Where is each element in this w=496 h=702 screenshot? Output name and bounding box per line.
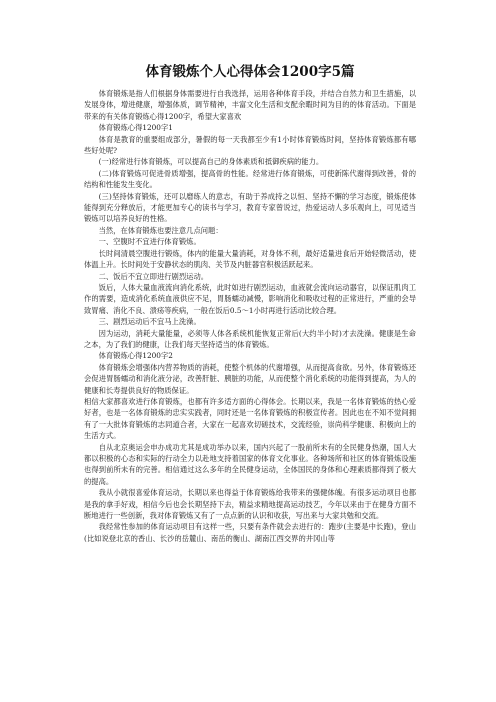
document-title: 体育锻炼个人心得体会1200字5篇 xyxy=(145,64,355,80)
paragraph: 体育是教育的重要组成部分，暑假的每一天我都至少有1小时体育锻炼时间，坚持体育锻炼都有哪些好处呢? xyxy=(84,134,416,156)
paragraph: 体育锻炼会增强体内营养物质的消耗，使整个机体的代谢增强，从而提高食欲。另外，体育锻炼还会促进胃肠蠕动和消化液分泌，改善肝脏、胰脏的功能，从而使整个消化系统的功能得到提高，为人的健康和长寿提供良好的物质保证。 xyxy=(84,362,416,395)
paragraph: 体育锻炼心得1200字2 xyxy=(98,351,173,361)
paragraph: 当然，在体育锻炼也要注意几点问题： xyxy=(98,225,223,235)
paragraph: 体育锻炼心得1200字1 xyxy=(98,123,173,133)
paragraph: 体育锻炼是指人们根据身体需要进行自我选择，运用各种体育手段，并结合自然力和卫生措施，以发展身体，增进健康，增强体质，调节精神，丰富文化生活和支配余暇时间为目的的体育活动。下面是带来的有关体育锻炼心得1200字，希望大家喜欢 xyxy=(84,89,416,121)
paragraph: 相信大家都喜欢进行体育锻炼，也都有许多适方面的心得体会。长期以来，我是一名体育锻炼的热心爱好者，也是一名体育锻炼的忠实实践者，同时还是一名体育锻炼的积极宣传者。因此也在不知不觉间拥有了一大批体育锻炼的志同道合者，大家在一起喜欢切磋技术，交流经验，崇尚科学健康、积极向上的生活方式。 xyxy=(84,396,416,441)
paragraph: (二)体育锻炼可促进骨质增强，提高骨的性能。经常进行体育锻炼，可使新陈代谢得到改善，骨的结构和性能发生变化。 xyxy=(84,168,416,190)
paragraph: 一、空腹时不宜进行体育锻炼。 xyxy=(98,237,201,247)
paragraph: 三、剧烈运动后不宜马上洗澡。 xyxy=(98,317,201,327)
paragraph: 因为运动，消耗大量能量，必须等人体各系统机能恢复正常后(大约半小时)才去洗澡。健康是生命之本，为了我们的健康，让我们每天坚持适当的体育锻炼。 xyxy=(84,328,416,349)
document-body xyxy=(84,88,416,544)
paragraph: (三)坚持体育锻炼，还可以磨练人的意志，有助于养成持之以恒、坚持不懈的学习态度，锻炼使体能得到充分释放后，才能更加专心的读书与学习，教育专家曾说过，热爱运动人多乐观向上，可见适当锻炼可以培养良好的性格。 xyxy=(84,191,416,224)
paragraph: 自从北京奥运会申办成功尤其是成功举办以来，国内兴起了一股前所未有的全民健身热潮，国人大都以积极的心态和实际的行动全力以赴地支持着国家的体育文化事业。各种场所和社区的体育锻炼设施也得到前所未有的完善。相信通过这么多年的全民健身运动，全体国民的身体和心理素质都得到了极大的提高。 xyxy=(84,442,416,486)
paragraph: 二、饭后不宜立即进行剧烈运动。 xyxy=(98,271,209,281)
paragraph: (一)经常进行体育锻炼，可以提高自己的身体素质和抵御疾病的能力。 xyxy=(98,157,324,167)
document-page xyxy=(84,64,416,544)
paragraph: 我经常性参加的体育运动项目有这样一些，只要有条件就会去进行的：跑步(主要是中长跑)，登山(比如说登北京的香山、长沙的岳麓山、南岳的衡山、湖南江西交界的井冈山等 xyxy=(84,522,416,543)
paragraph: 饭后，人体大量血液流向消化系统，此时如进行剧烈运动，血液就会流向运动器官，以保证肌肉工作的需要，造成消化系统血液供应不足，胃肠蠕动减慢，影响消化和吸收过程的正常进行，严重的会导致胃痛、消化不良、溃疡等疾病，一般在饭后0.5～1小时再进行活动比较合理。 xyxy=(84,282,416,315)
paragraph: 长时间清晨空腹进行锻炼，体内的能量大量消耗，对身体不利，最好适量进食后开始轻微活动，使体温上升。长时间处于安静状态的肌肉、关节及内脏器官积极活跃起来。 xyxy=(84,248,416,270)
paragraph: 我从小就很喜爱体育运动，长期以来也得益于体育锻炼给我带来的强健体魄。有很多运动项目也都是我的拿手好戏，相信今后也会长期坚持下去，精益求精地提高运动技艺，今年以来由于在健身方面不断地进行一些创新，我对体育锻炼又有了一点点新的认识和收获，写出来与大家共勉和交流。 xyxy=(84,488,416,521)
